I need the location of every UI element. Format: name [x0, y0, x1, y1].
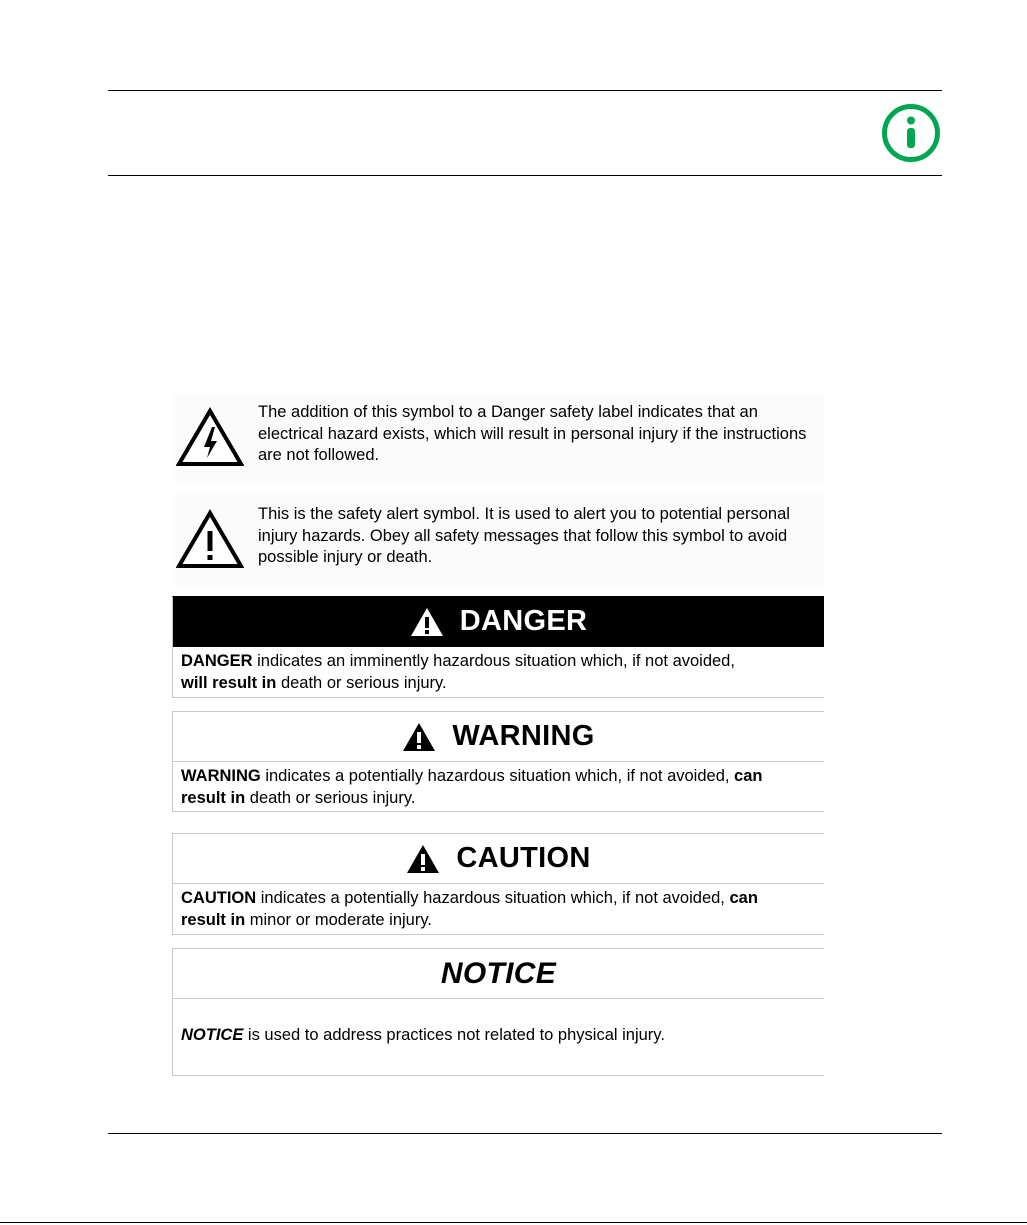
alert-triangle-icon — [402, 722, 436, 752]
safety-alert-panel — [172, 495, 824, 585]
electrical-hazard-icon — [176, 407, 244, 467]
caution-description: CAUTION indicates a potentially hazardous situation which, if not avoided, can result in minor or moderate injury. — [181, 889, 758, 929]
warning-header — [173, 712, 824, 762]
page-bottom-rule — [0, 1222, 1027, 1223]
notice-title: NOTICE — [440, 956, 557, 990]
notice-description: NOTICE is used to address practices not related to physical injury. — [181, 1026, 665, 1044]
caution-header — [173, 834, 824, 884]
warning-title: WARNING — [452, 720, 595, 752]
caution-title: CAUTION — [456, 842, 591, 874]
electrical-hazard-panel — [172, 393, 824, 481]
alert-triangle-icon — [410, 607, 444, 637]
safety-alert-icon — [176, 509, 244, 569]
alert-triangle-icon — [406, 844, 440, 874]
danger-header — [173, 597, 824, 647]
electrical-hazard-text: The addition of this symbol to a Danger safety label indicates that an electrical hazard exists, which will result in personal injury if the instructions are not followed. — [258, 403, 807, 464]
danger-title: DANGER — [459, 605, 588, 637]
warning-description: WARNING indicates a potentially hazardous situation which, if not avoided, can result in death or serious injury. — [181, 767, 763, 807]
danger-message — [172, 596, 824, 698]
header-rule-top — [108, 90, 942, 91]
footer-rule — [108, 1133, 942, 1134]
notice-message — [172, 948, 824, 1076]
info-icon — [881, 103, 941, 163]
danger-description: DANGER indicates an imminently hazardous situation which, if not avoided, will result in death or serious injury. — [181, 652, 735, 692]
safety-alert-text: This is the safety alert symbol. It is used to alert you to potential personal injury hazards. Obey all safety messages that follow this symbol to avoid possible injury or death. — [258, 505, 790, 566]
header-rule-bottom — [108, 175, 942, 176]
caution-message — [172, 833, 824, 935]
warning-message — [172, 711, 824, 812]
notice-header — [173, 949, 824, 999]
